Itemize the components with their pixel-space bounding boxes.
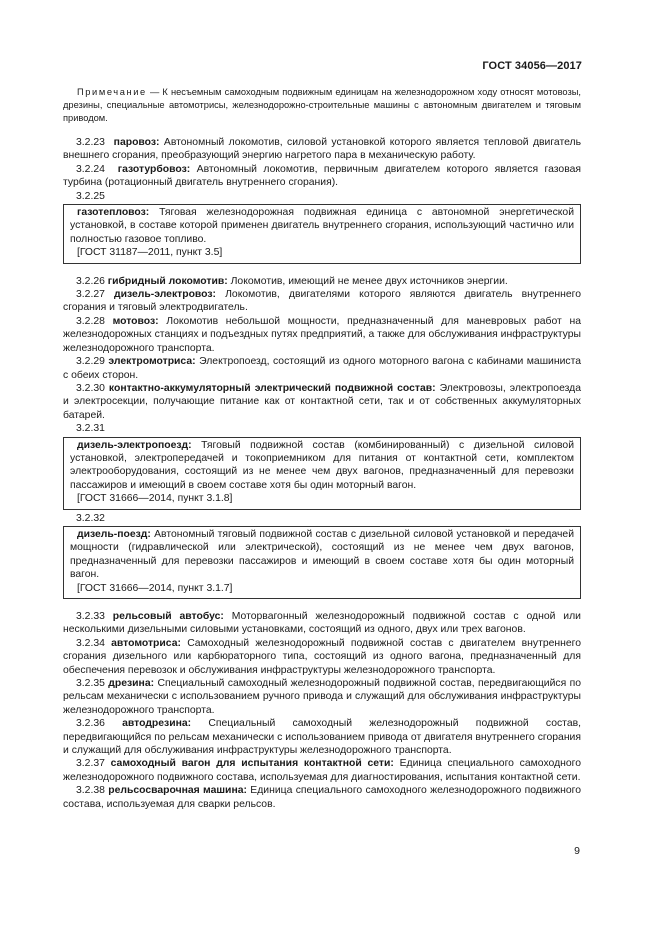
note-label: Примечание xyxy=(77,87,147,97)
definition-text: Тяговая железнодорожная подвижная единица с автономной энергетической установкой, в составе которой применен двигатель внутреннего сгорания, использующий частично или полностью газовое топливо. xyxy=(70,207,575,245)
definition-text: Локомотив, двигателями которого являются двигатель внутреннего сгорания и тяговый электродвигатель. xyxy=(63,289,582,314)
term: гибридный локомотив: xyxy=(107,275,228,287)
definition-3-2-33 xyxy=(63,610,581,637)
clause-number: 3.2.28 xyxy=(76,315,105,327)
term: рельсосварочная машина: xyxy=(108,785,247,797)
definition-text: Самоходный железнодорожный подвижной состав с двигателем внутреннего сгорания дизельного или карбюраторного типа, состоящий из одного вагона, предназначенный для обеспечения перевозок и обслуживания инфраструктуры железнодорожного транспорта. xyxy=(63,637,582,676)
definition-3-2-23 xyxy=(63,136,581,163)
clause-number: 3.2.33 xyxy=(76,611,105,622)
definition-text: Автономный тяговый подвижной состав с дизельной силовой установкой и передачей мощности (гидравлической или электрической), состоящий из не менее чем двух вагонов, предназначенный для перевозки пассажиров и имеющий в своем составе хотя бы один моторный вагон. xyxy=(70,528,575,581)
definition-text: Локомотив, имеющий не менее двух источников энергии. xyxy=(230,275,508,287)
definition-3-2-25 xyxy=(70,206,574,246)
term: самоходный вагон для испытания контактной сети: xyxy=(110,758,394,770)
definition-3-2-37 xyxy=(63,757,581,784)
clause-number: 3.2.38 xyxy=(76,785,105,797)
source-reference: [ГОСТ 31666—2014, пункт 3.1.8] xyxy=(77,493,233,505)
quoted-definition-box xyxy=(63,526,581,599)
clause-number: 3.2.29 xyxy=(76,356,105,368)
term: мотовоз: xyxy=(112,315,159,327)
term: газотурбовоз: xyxy=(117,163,191,175)
clause-number: 3.2.27 xyxy=(76,289,105,301)
note xyxy=(63,86,581,125)
definition-3-2-31 xyxy=(70,439,574,493)
term: дизель-поезд: xyxy=(77,528,151,540)
definition-3-2-32 xyxy=(70,528,574,582)
clause-number-3-2-25: 3.2.25 xyxy=(76,190,105,202)
source-reference: [ГОСТ 31666—2014, пункт 3.1.7] xyxy=(77,582,233,594)
definition-3-2-36 xyxy=(63,717,581,757)
term: автодрезина: xyxy=(122,718,192,730)
definition-3-2-35 xyxy=(63,677,581,717)
term: дизель-электропоезд: xyxy=(77,439,192,451)
definition-3-2-28 xyxy=(63,315,581,355)
definition-3-2-38 xyxy=(63,784,581,811)
term: газотепловоз: xyxy=(77,207,150,219)
term: автомотриса: xyxy=(111,637,181,649)
note-text: — К несъемным самоходным подвижным единицам на железнодорожном ходу относят мотовозы, дрезины, специальные автомотрисы, железнодорожно-строительные машины с автономным двигателем и тяговым приводом. xyxy=(63,87,581,123)
definition-text: Электропоезд, состоящий из одного моторного вагона с кабинами машиниста с обеих сторон. xyxy=(63,356,582,381)
definition-3-2-27 xyxy=(63,288,581,315)
clause-number: 3.2.35 xyxy=(76,678,105,690)
term: электромотриса: xyxy=(108,356,196,368)
definition-text: Тяговый подвижной состав (комбинированный) с дизельной силовой установкой, электропередачей и токоприемником для питания от контактной сети, комплектом электрооборудования, состоящий из не менее чем двух вагонов, предназначенный для перевозки пассажиров и имеющий в своем составе хотя бы один моторный вагон. xyxy=(70,439,575,491)
definition-3-2-30 xyxy=(63,382,581,422)
page-content xyxy=(63,86,581,811)
source-reference: [ГОСТ 31187—2011, пункт 3.5] xyxy=(77,247,223,259)
term: рельсовый автобус: xyxy=(112,611,224,622)
term: дизель-электровоз: xyxy=(113,289,217,301)
term: дрезина: xyxy=(108,678,155,690)
definition-text: Автономный локомотив, силовой установкой которого является тепловой двигатель внешнего сгорания, преобразующий энергию нагретого пара в механическую работу. xyxy=(63,137,581,162)
clause-number: 3.2.26 xyxy=(76,275,105,287)
term: паровоз: xyxy=(113,137,160,148)
definition-text: Единица специального самоходного железнодорожного подвижного состава, используемая для сварки рельсов. xyxy=(63,785,582,810)
definition-3-2-34 xyxy=(63,637,581,677)
definition-3-2-29 xyxy=(63,355,581,382)
term: контактно-аккумуляторный электрический подвижной состав: xyxy=(108,382,436,394)
definition-text: Локомотив небольшой мощности, предназначенный для маневровых работ на железнодорожных станциях и подъездных путях предприятий, а также для обслуживания инфраструктуры железнодорожного транспорта. xyxy=(63,315,582,354)
definition-text: Специальный самоходный железнодорожный подвижной состав, передвигающийся по рельсам механически с использованием привода от двигателя внутреннего сгорания и служащий для обслуживания инфраструктуры железнодорожного транспорта. xyxy=(63,718,582,757)
clause-number: 3.2.36 xyxy=(76,718,105,730)
quoted-definition-box xyxy=(63,437,581,510)
definition-text: Электровозы, электропоезда и электросекции, получающие питание как от контактной сети, так и от собственных аккумуляторных батарей. xyxy=(63,382,582,421)
clause-number: 3.2.30 xyxy=(76,382,105,394)
quoted-definition-box xyxy=(63,204,581,264)
definition-text: Моторвагонный железнодорожный подвижной состав с одной или несколькими дизельными силовыми установками, состоящий из одного, двух или трех вагонов. xyxy=(63,611,581,636)
clause-number: 3.2.37 xyxy=(76,758,105,770)
definition-text: Специальный самоходный железнодорожный подвижной состав, передвигающийся по рельсам механически с использованием ручного привода и служащий для обслуживания инфраструктуры железнодорожного транспорта. xyxy=(63,678,582,716)
page-number: 9 xyxy=(574,845,580,857)
definition-text: Единица специального самоходного железнодорожного подвижного состава, используемая для диагностирования, испытания контактной сети. xyxy=(63,758,582,783)
clause-number: 3.2.24 xyxy=(76,163,105,175)
document-header: ГОСТ 34056—2017 xyxy=(482,60,582,72)
clause-number-3-2-32: 3.2.32 xyxy=(76,512,105,524)
definition-text: Автономный локомотив, первичным двигателем которого является газовая турбина (ротационный двигатель внутреннего сгорания). xyxy=(63,163,582,189)
definition-3-2-24 xyxy=(63,163,581,190)
clause-number: 3.2.34 xyxy=(76,637,105,649)
definition-3-2-26 xyxy=(63,275,581,288)
clause-number-3-2-31: 3.2.31 xyxy=(76,423,105,435)
clause-number: 3.2.23 xyxy=(76,137,105,148)
